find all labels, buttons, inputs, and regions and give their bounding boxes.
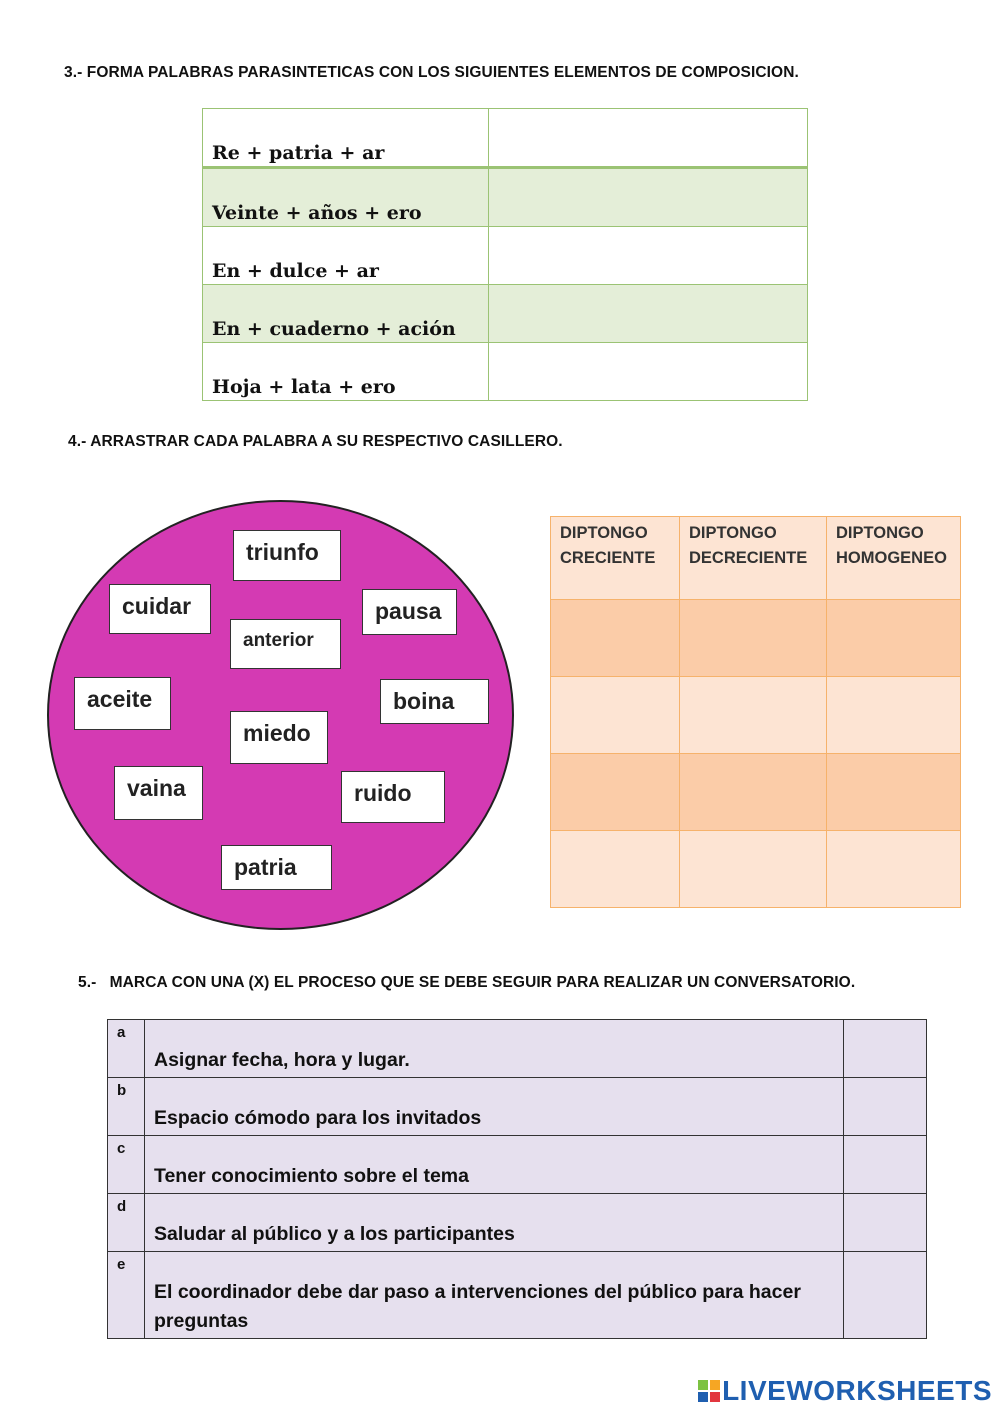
conversatorio-table (107, 1019, 927, 1339)
drop-cell[interactable] (551, 754, 680, 831)
drop-cell[interactable] (551, 600, 680, 677)
item-letter: e (108, 1252, 145, 1339)
answer-box[interactable] (489, 109, 808, 168)
item-text: El coordinador debe dar paso a intervenciones del público para hacer preguntas (145, 1252, 844, 1339)
drag-word-patria[interactable]: patria (221, 845, 332, 890)
composition-row: En + dulce + ar (203, 227, 489, 285)
answer-box[interactable] (489, 227, 808, 285)
parasynthetic-table (202, 108, 808, 401)
drag-word-miedo[interactable]: miedo (230, 711, 328, 764)
composition-row: Veinte + años + ero (203, 168, 489, 227)
drop-cell[interactable] (551, 677, 680, 754)
composition-row: Hoja + lata + ero (203, 343, 489, 401)
drag-word-cuidar[interactable]: cuidar (109, 584, 211, 634)
answer-box[interactable] (489, 168, 808, 227)
composition-row: En + cuaderno + ación (203, 285, 489, 343)
drag-word-vaina[interactable]: vaina (114, 766, 203, 820)
drag-word-ruido[interactable]: ruido (341, 771, 445, 823)
liveworksheets-logo (698, 1375, 992, 1409)
column-header-creciente: DIPTONGO CRECIENTE (551, 517, 680, 600)
brand-text: LIVEWORKSHEETS (722, 1375, 992, 1406)
section5-heading: 5.- MARCA CON UNA (X) EL PROCESO QUE SE DEBE SEGUIR PARA REALIZAR UN CONVERSATORIO. (78, 974, 856, 991)
drag-word-triunfo[interactable]: triunfo (233, 530, 341, 581)
mark-x-box[interactable] (844, 1194, 927, 1252)
drop-cell[interactable] (680, 600, 827, 677)
item-text: Espacio cómodo para los invitados (145, 1078, 844, 1136)
mark-x-box[interactable] (844, 1252, 927, 1339)
drop-cell[interactable] (827, 831, 961, 908)
item-letter: d (108, 1194, 145, 1252)
mark-x-box[interactable] (844, 1020, 927, 1078)
item-text: Saludar al público y a los participantes (145, 1194, 844, 1252)
drop-cell[interactable] (680, 754, 827, 831)
column-header-homogeneo: DIPTONGO HOMOGENEO (827, 517, 961, 600)
answer-box[interactable] (489, 285, 808, 343)
item-text: Tener conocimiento sobre el tema (145, 1136, 844, 1194)
composition-row: Re + patria + ar (203, 109, 489, 168)
drop-cell[interactable] (680, 831, 827, 908)
item-letter: b (108, 1078, 145, 1136)
drag-word-pausa[interactable]: pausa (362, 589, 457, 635)
drop-cell[interactable] (827, 754, 961, 831)
drag-word-aceite[interactable]: aceite (74, 677, 171, 730)
drop-cell[interactable] (680, 677, 827, 754)
item-letter: c (108, 1136, 145, 1194)
liveworksheets-icon (698, 1377, 720, 1409)
drop-cell[interactable] (551, 831, 680, 908)
column-header-decreciente: DIPTONGO DECRECIENTE (680, 517, 827, 600)
drop-cell[interactable] (827, 600, 961, 677)
mark-x-box[interactable] (844, 1136, 927, 1194)
drag-word-boina[interactable]: boina (380, 679, 489, 724)
item-text: Asignar fecha, hora y lugar. (145, 1020, 844, 1078)
answer-box[interactable] (489, 343, 808, 401)
section4-heading: 4.- ARRASTRAR CADA PALABRA A SU RESPECTIVO CASILLERO. (68, 433, 563, 450)
drop-cell[interactable] (827, 677, 961, 754)
section3-heading: 3.- FORMA PALABRAS PARASINTETICAS CON LOS SIGUIENTES ELEMENTOS DE COMPOSICION. (64, 64, 799, 81)
mark-x-box[interactable] (844, 1078, 927, 1136)
item-letter: a (108, 1020, 145, 1078)
diphthong-table (550, 516, 961, 908)
drag-word-anterior[interactable]: anterior (230, 619, 341, 669)
